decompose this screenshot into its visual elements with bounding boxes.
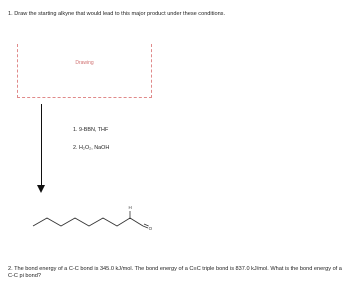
- product-structure: [30, 202, 180, 232]
- question-1-text: 1. Draw the starting alkyne that would lead to this major product under these conditions.: [8, 11, 226, 17]
- atom-h-label: H: [128, 205, 132, 210]
- drawing-label: Drawing: [75, 60, 94, 66]
- reagent-step-2: 2. H₂O₂, NaOH: [73, 145, 110, 151]
- atom-o-label: O: [148, 226, 153, 231]
- carbon-chain: [33, 218, 143, 226]
- drawing-canvas[interactable]: [17, 44, 152, 98]
- carbonyl-bond-1: [143, 226, 148, 228]
- reagent-step-1: 1. 9-BBN, THF: [73, 127, 109, 133]
- reaction-arrow: [41, 104, 42, 186]
- question-2-text: 2. The bond energy of a C-C bond is 345.0 kJ/mol. The bond energy of a C≡C triple bond is 837.0 kJ/mol. What is the bond energy of a C-C pi bond?: [8, 266, 342, 280]
- reaction-arrow-head: [37, 185, 45, 193]
